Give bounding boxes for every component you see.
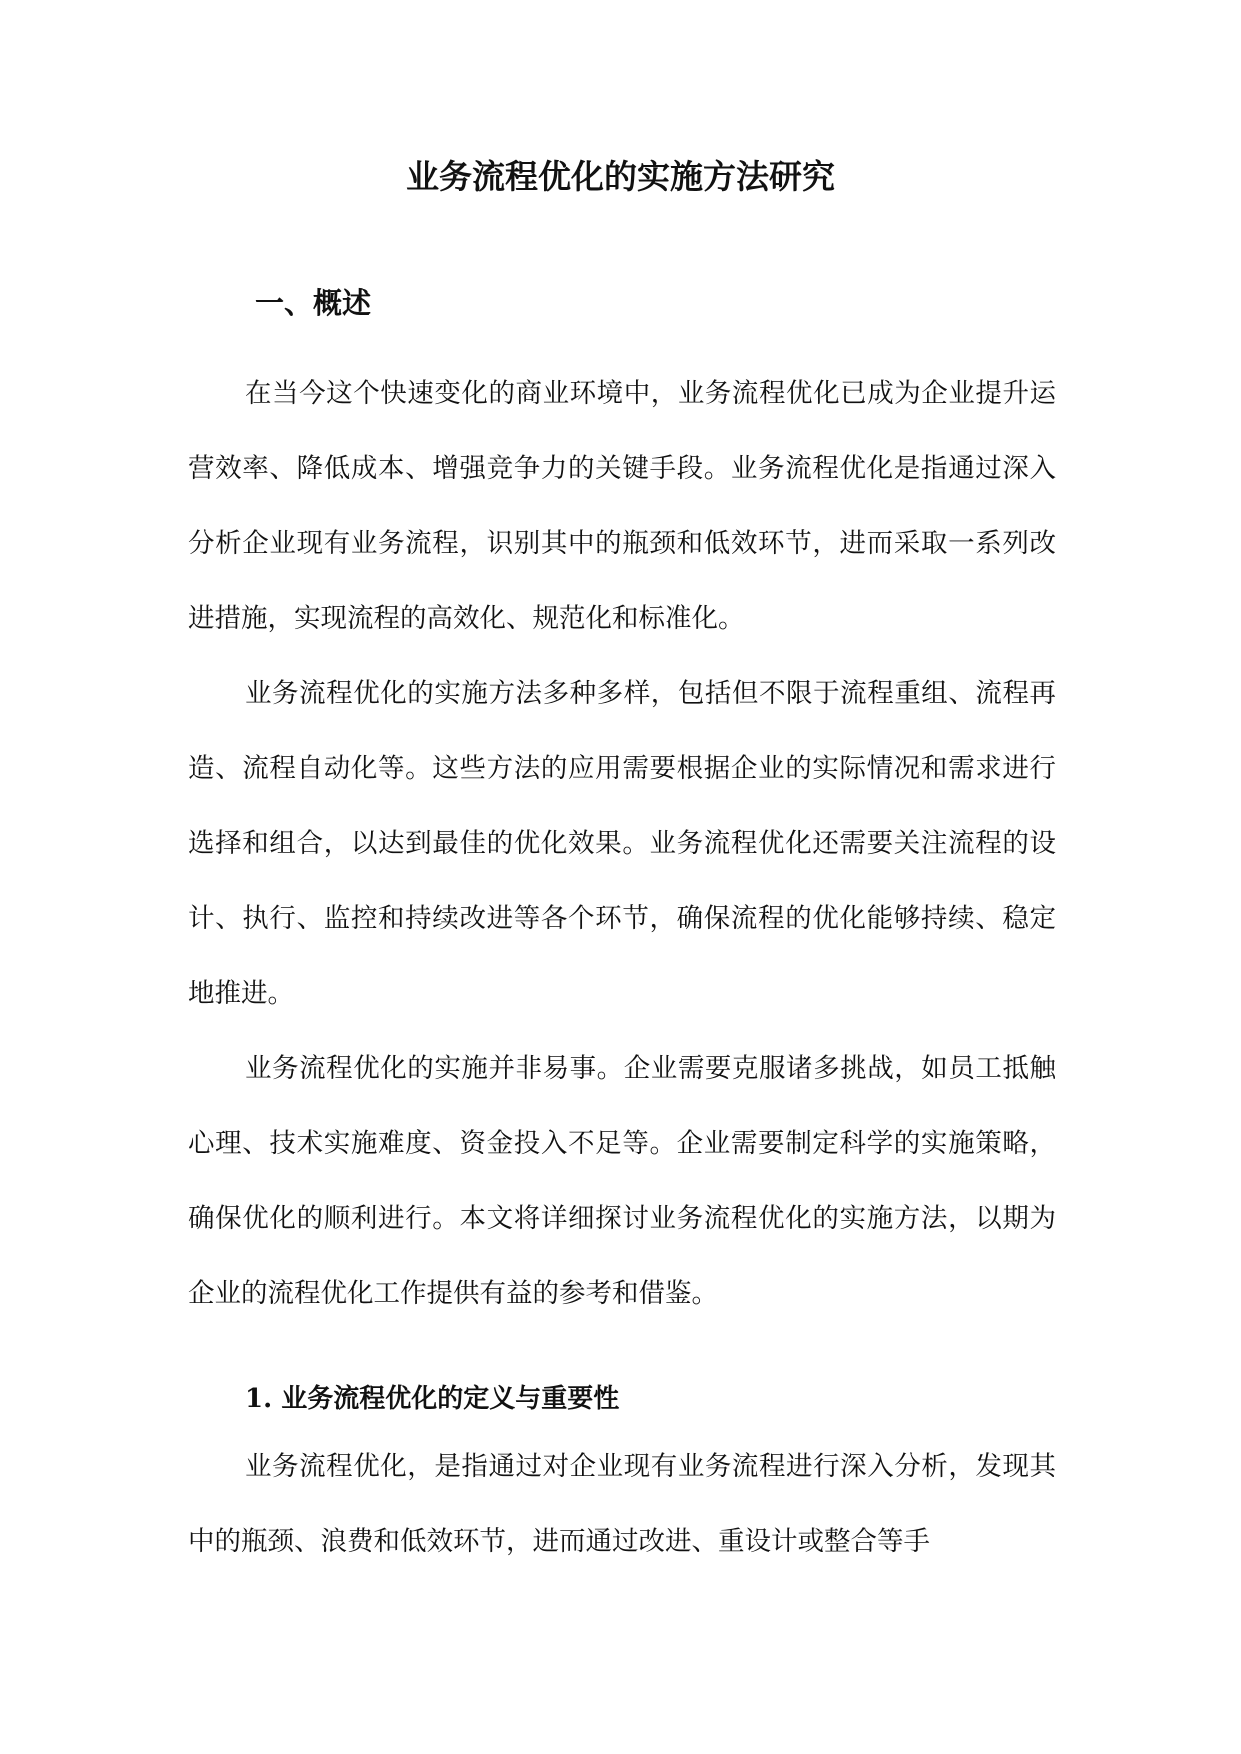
paragraph: 在当今这个快速变化的商业环境中，业务流程优化已成为企业提升运营效率、降低成本、增强竞争力的关键手段。业务流程优化是指通过深入分析企业现有业务流程，识别其中的瓶颈和低效环节，进而采取一系列改进措施，实现流程的高效化、规范化和标准化。 [188, 378, 1056, 634]
paragraph: 业务流程优化，是指通过对企业现有业务流程进行深入分析，发现其中的瓶颈、浪费和低效环节，进而通过改进、重设计或整合等手 [188, 1451, 1056, 1557]
paragraph: 业务流程优化的实施方法多种多样，包括但不限于流程重组、流程再造、流程自动化等。这些方法的应用需要根据企业的实际情况和需求进行选择和组合，以达到最佳的优化效果。业务流程优化还需要关注流程的设计、执行、监控和持续改进等各个环节，确保流程的优化能够持续、稳定地推进。 [188, 678, 1056, 1009]
section-heading-overview: 一、概述 [255, 286, 372, 320]
subsection-heading-definition: 1. 业务流程优化的定义与重要性 [245, 1384, 620, 1414]
document-title: 业务流程优化的实施方法研究 [406, 157, 835, 196]
paragraph: 业务流程优化的实施并非易事。企业需要克服诸多挑战，如员工抵触心理、技术实施难度、资金投入不足等。企业需要制定科学的实施策略，确保优化的顺利进行。本文将详细探讨业务流程优化的实施方法，以期为企业的流程优化工作提供有益的参考和借鉴。 [188, 1053, 1056, 1309]
